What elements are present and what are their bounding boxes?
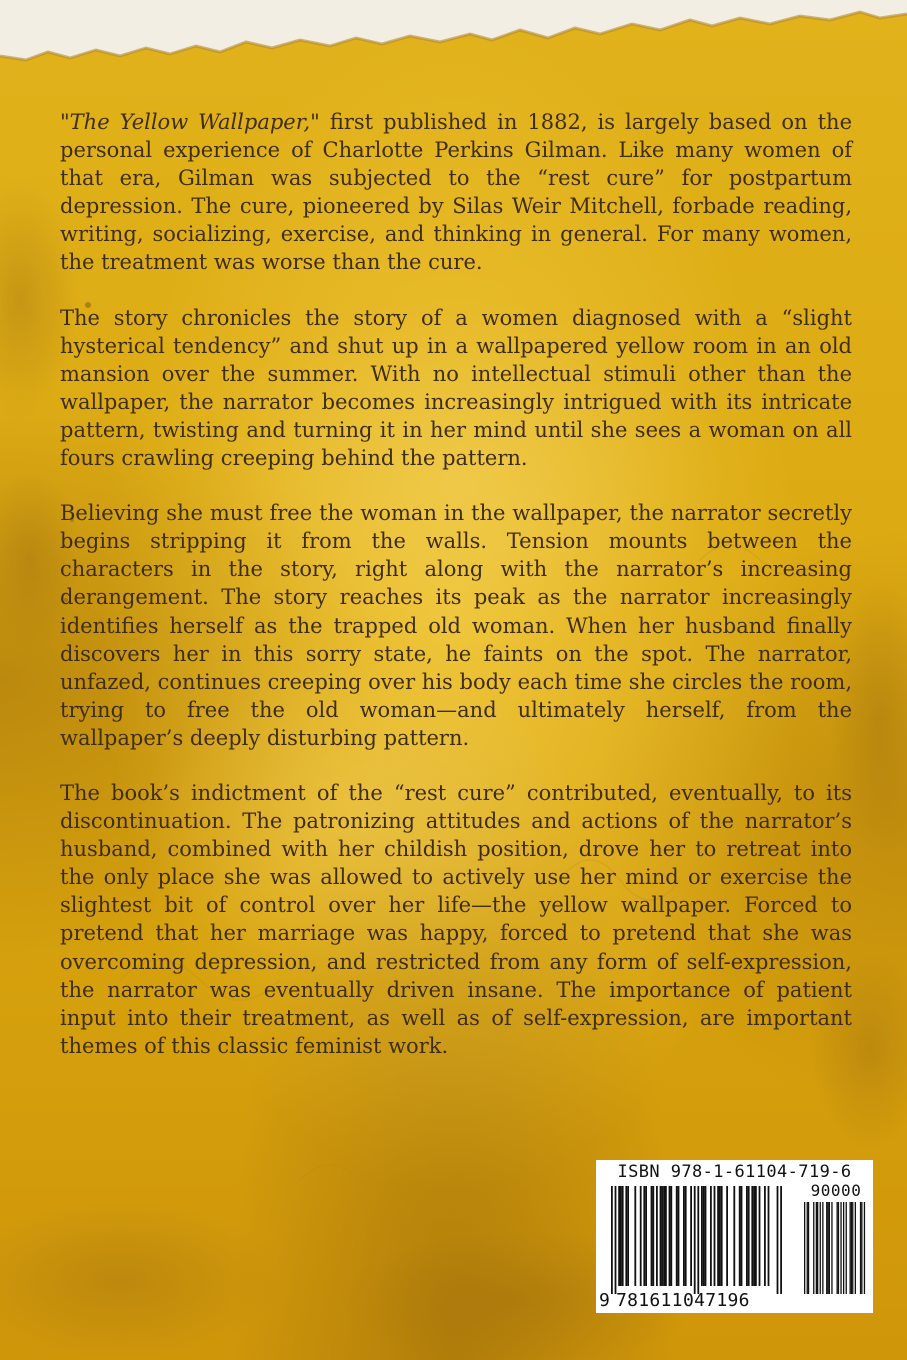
barcode-bar	[759, 1186, 761, 1286]
barcode-bar	[665, 1186, 667, 1286]
addon-bar	[840, 1202, 841, 1294]
addon-bar	[808, 1202, 809, 1294]
paragraph-4: The book’s indictment of the “rest cure” contributed, eventually, to its discontinuation. The patronizing attitudes and actions of the narrator’s husband, combined with her childish position, drove her to retreat into the only place she was allowed to actively use her mind or exercise the slightest bit of control over her life—the yellow wallpaper. Forced to pretend that her marriage was happy, forced to pretend that she was overcoming depression, and restricted from any form of self-expression, the narrator was eventually driven insane. The importance of patient input into their treatment, as well as of self-expression, are important themes of this classic feminist work.	[60, 780, 852, 1058]
addon-bar	[837, 1202, 838, 1294]
barcode-bar	[733, 1186, 735, 1286]
addon-bar	[807, 1202, 808, 1294]
barcode-bar	[627, 1186, 629, 1286]
addon-bar	[817, 1202, 818, 1294]
barcode-bar	[678, 1186, 680, 1286]
barcode-bar	[746, 1186, 748, 1286]
barcode-bar	[741, 1186, 743, 1286]
torn-paper-edge	[0, 0, 907, 80]
barcode-bar	[652, 1186, 654, 1286]
barcode-bar	[714, 1186, 716, 1286]
barcode-bar	[701, 1186, 703, 1286]
barcode-bar	[739, 1186, 741, 1286]
description-text	[60, 108, 852, 1060]
barcode-bar	[651, 1186, 653, 1286]
addon-bar	[831, 1202, 832, 1294]
barcode-bar	[705, 1186, 707, 1286]
barcode-bar	[685, 1186, 687, 1286]
barcode-bar	[710, 1186, 712, 1286]
addon-bar	[813, 1202, 814, 1294]
ean-left-digits: 781611	[616, 1290, 683, 1311]
barcode-bar	[669, 1186, 671, 1286]
barcode-bar	[717, 1186, 719, 1286]
addon-bar	[826, 1202, 827, 1294]
barcode-bar	[645, 1186, 647, 1286]
paragraph-2: The story chronicles the story of a women diagnosed with a “slight hysterical tendency” and shut up in a wallpapered yellow room in an old mansion over the summer. With no intellectual stimuli other than the wallpaper, the narrator becomes increasingly intrigued with its intricate pattern, twisting and turning it in her mind until she sees a woman on all fours crawling creeping behind the pattern.	[60, 305, 852, 471]
barcode-bar	[620, 1186, 622, 1286]
addon-bar	[851, 1202, 852, 1294]
barcode-bar	[676, 1186, 678, 1286]
ean-first-digit: 9	[599, 1290, 610, 1311]
addon-bar	[846, 1202, 847, 1294]
barcode-bar	[683, 1186, 685, 1286]
barcode-bar	[670, 1186, 672, 1286]
barcode-bar	[640, 1186, 642, 1286]
barcode-bar	[755, 1186, 757, 1286]
addon-bar	[804, 1202, 805, 1294]
barcode-bar	[719, 1186, 721, 1286]
addon-bar	[864, 1202, 865, 1294]
barcode-bar	[643, 1186, 645, 1286]
barcode-bar	[703, 1186, 705, 1286]
addon-bar	[852, 1202, 853, 1294]
barcode-bar	[777, 1186, 779, 1294]
barcode-bar	[748, 1186, 750, 1286]
barcode-bar	[768, 1186, 770, 1286]
barcode-bar	[618, 1186, 620, 1286]
book-title-italic: The Yellow Wallpaper,	[69, 110, 311, 134]
addon-bar	[850, 1202, 851, 1294]
addon-bar	[820, 1202, 821, 1294]
addon-bar	[838, 1202, 839, 1294]
barcode-bar	[694, 1186, 696, 1294]
isbn-barcode	[596, 1160, 873, 1313]
barcode-bar	[697, 1186, 699, 1294]
barcode-bar	[611, 1186, 613, 1294]
addon-bar	[822, 1202, 823, 1294]
barcode-bar	[726, 1186, 728, 1286]
addon-bar	[860, 1202, 861, 1294]
addon-bar	[816, 1202, 817, 1294]
barcode-bar	[656, 1186, 658, 1286]
barcode-bar	[625, 1186, 627, 1286]
ean-right-digits: 047196	[683, 1290, 750, 1311]
addon-bar	[855, 1202, 856, 1294]
price-addon-digits: 90000	[810, 1181, 862, 1200]
barcode-bar	[753, 1186, 755, 1286]
addon-bar	[861, 1202, 862, 1294]
addon-bar	[843, 1202, 844, 1294]
isbn-label: ISBN 978-1-61104-719-6	[617, 1162, 852, 1182]
barcode-bar	[721, 1186, 723, 1286]
barcode-bar	[622, 1186, 624, 1286]
addon-bar	[829, 1202, 830, 1294]
barcode-bar	[661, 1186, 663, 1286]
barcode-bar	[660, 1186, 662, 1286]
addon-bar	[827, 1202, 828, 1294]
barcode-bar	[690, 1186, 692, 1286]
barcode-bar	[764, 1186, 766, 1286]
paragraph-1	[60, 108, 852, 277]
barcode-bar	[634, 1186, 636, 1286]
barcode-bar	[751, 1186, 753, 1286]
paragraph-1-text: " first published in 1882, is largely based on the personal experience of Charlotte Perkins Gilman. Like many women of that era, Gilman was subjected to the “rest cure” for postpartum depression. The cure, pioneered by Silas Weir Mitchell, forbade reading, writing, socializing, exercise, and thinking in general. For many women, the treatment was worse than the cure.	[60, 110, 852, 275]
paragraph-1-open-quote: "	[60, 110, 70, 134]
barcode-bar	[780, 1186, 782, 1294]
barcode-bar	[663, 1186, 665, 1286]
paragraph-3: Believing she must free the woman in the wallpaper, the narrator secretly begins stripping it from the walls. Tension mounts between the characters in the story, right along with the narrator’s increasing derangement. The story reaches its peak as the narrator increasingly identifies herself as the trapped old woman. When her husband finally discovers her in this sorry state, he faints on the spot. The narrator, unfazed, continues creeping over his body each time she circles the room, trying to free the old woman—and ultimately herself, from the wallpaper’s deeply disturbing pattern.	[60, 501, 852, 750]
barcode-bar	[615, 1186, 617, 1294]
